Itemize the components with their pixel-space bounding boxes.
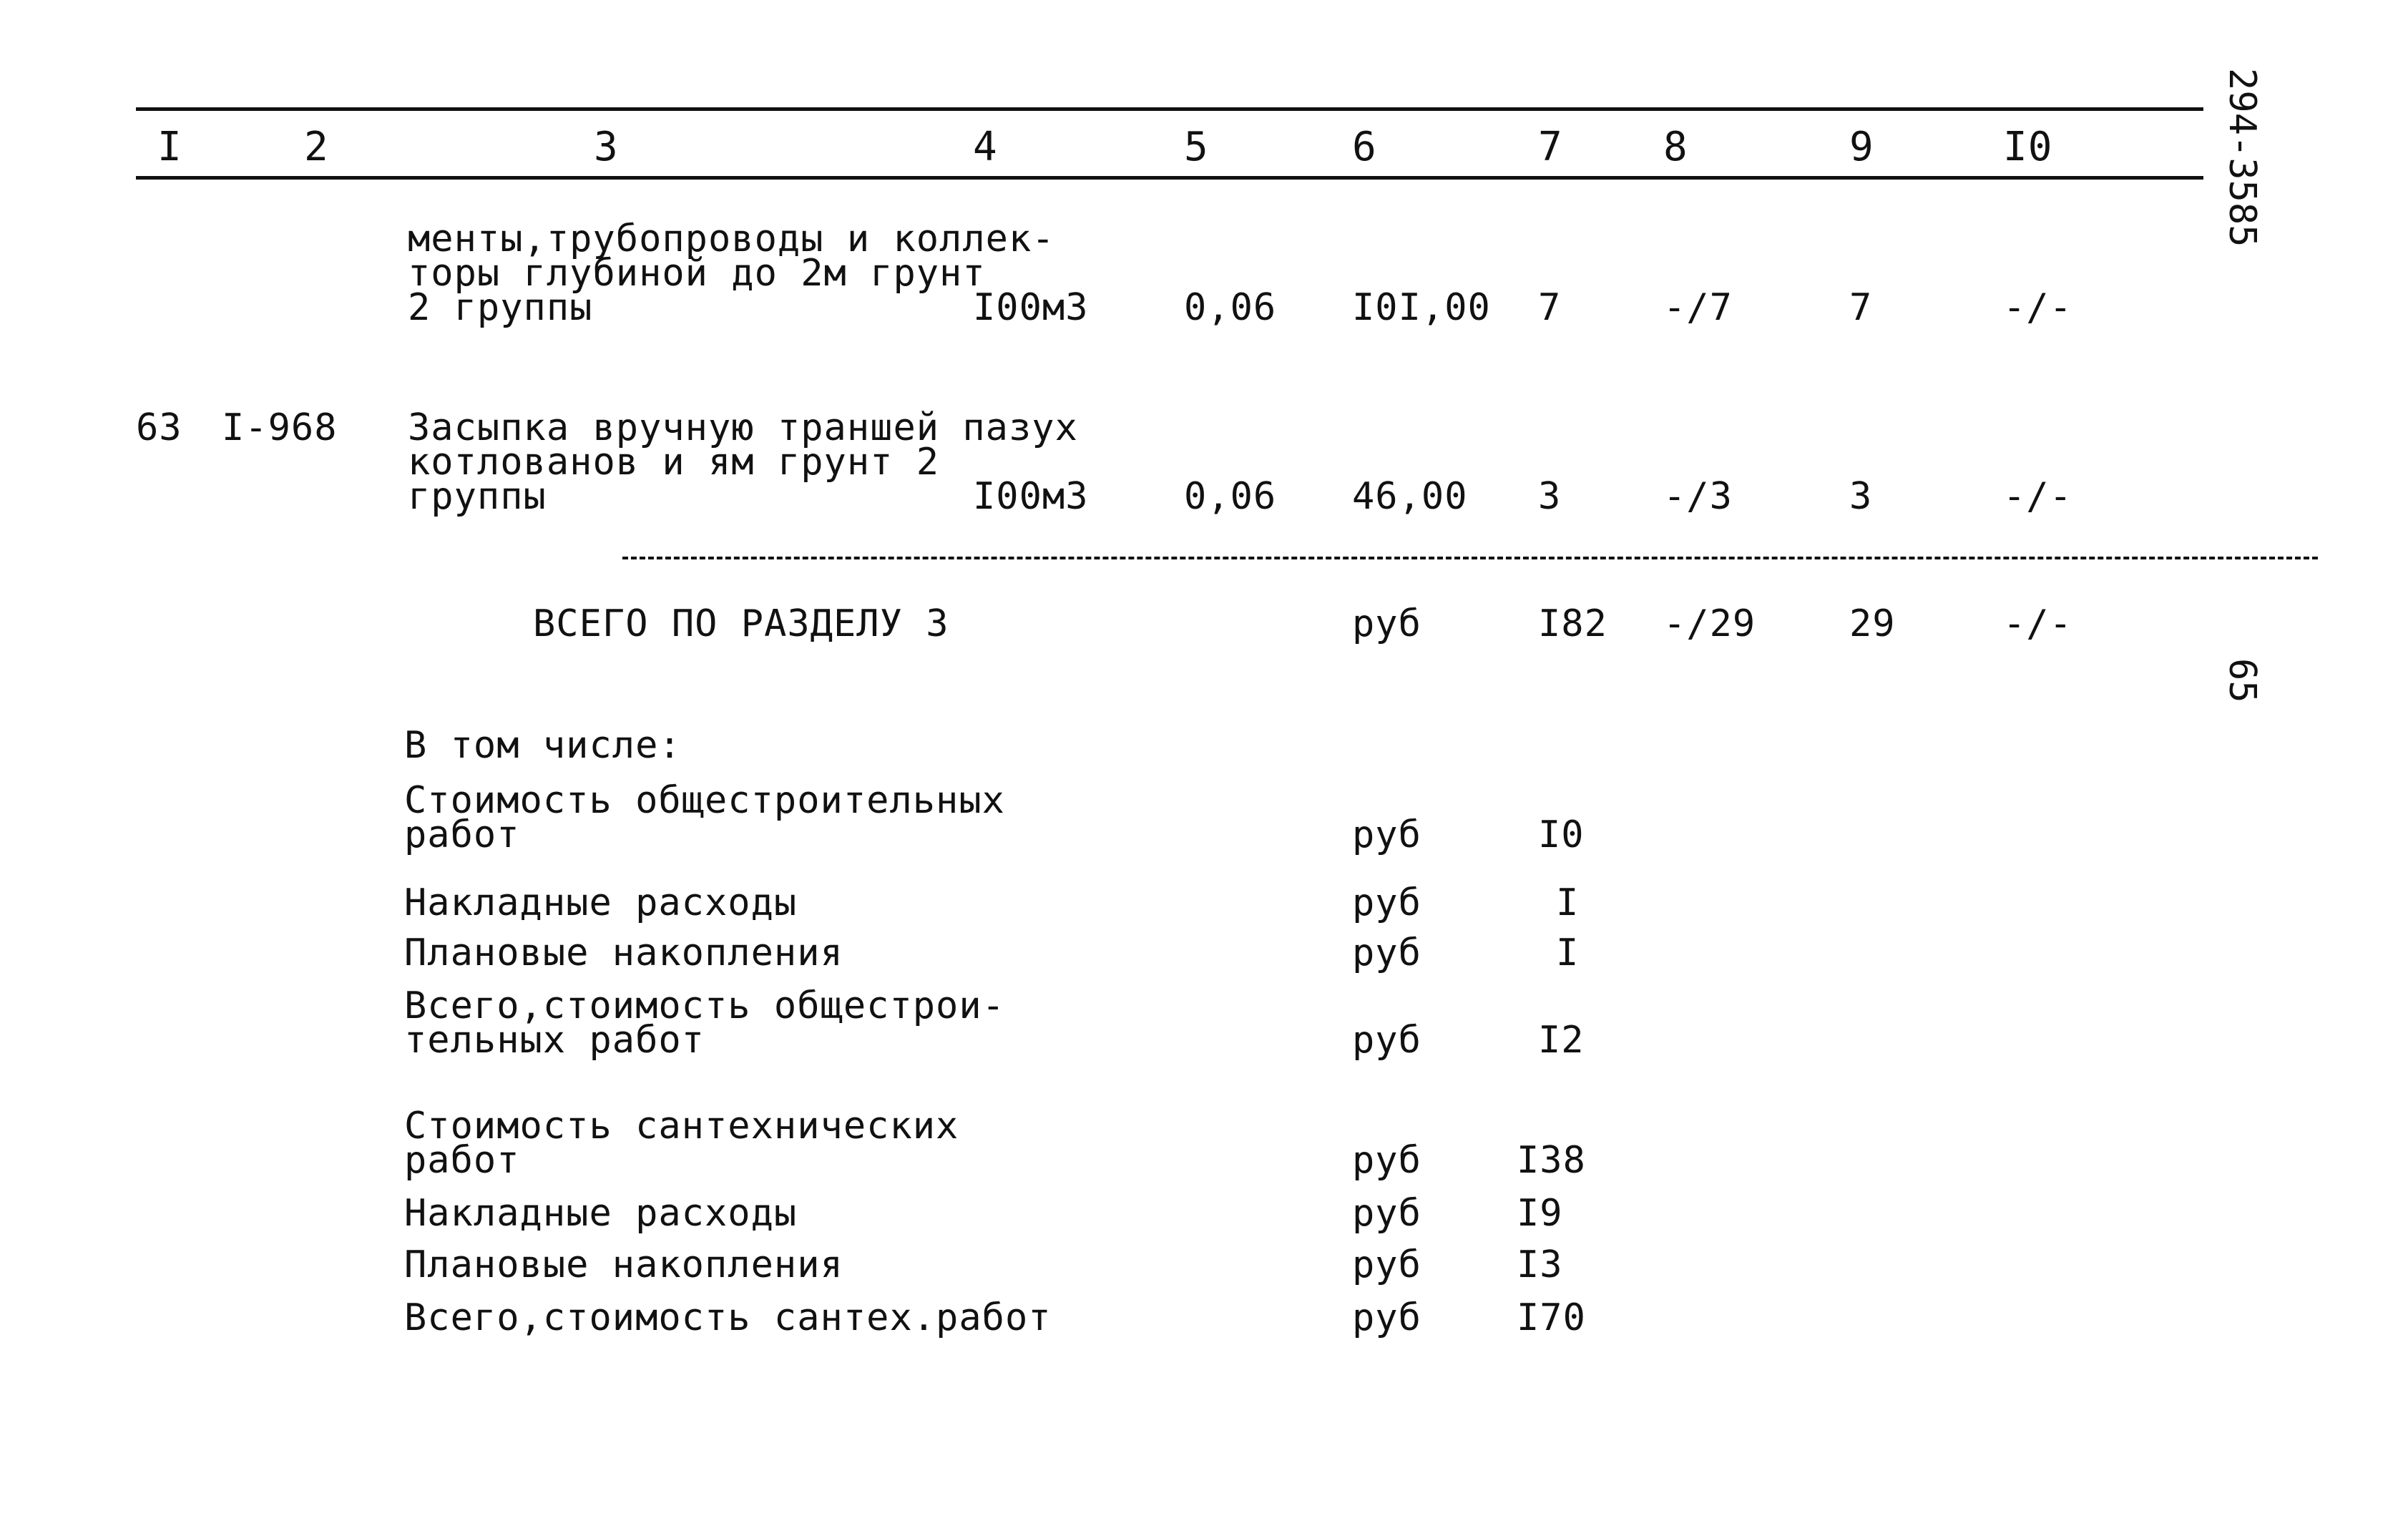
row-col-9: 3 [1849, 475, 1873, 518]
breakdown-value: I3 [1517, 1243, 1563, 1286]
column-header-9: 9 [1849, 124, 1874, 170]
column-header-10: I0 [2003, 124, 2053, 170]
row-description-line: 2 группы [408, 286, 593, 329]
breakdown-label: Накладные расходы [404, 881, 798, 924]
breakdown-value: I [1556, 931, 1580, 974]
breakdown-unit: руб [1352, 1192, 1421, 1235]
page-number: 65 [2221, 658, 2263, 703]
row-code: I-968 [222, 406, 338, 449]
section-separator [622, 557, 2318, 559]
row-col-8: -/3 [1663, 475, 1733, 518]
column-header-7: 7 [1538, 124, 1563, 170]
breakdown-unit: руб [1352, 931, 1421, 974]
breakdown-label: Всего,стоимость общестрои- [404, 984, 1005, 1027]
breakdown-value: I2 [1538, 1019, 1585, 1062]
breakdown-label: тельных работ [404, 1019, 705, 1062]
column-header-8: 8 [1663, 124, 1688, 170]
column-header-4: 4 [973, 124, 998, 170]
breakdown-label: Стоимость общестроительных [404, 779, 1005, 822]
breakdown-label: Всего,стоимость сантех.работ [404, 1296, 1052, 1339]
row-total: 7 [1538, 286, 1562, 329]
document-code: 294-3585 [2221, 68, 2263, 248]
breakdown-value: I70 [1517, 1296, 1586, 1339]
breakdown-label: работ [404, 813, 520, 856]
breakdown-value: I9 [1517, 1192, 1563, 1235]
breakdown-label: Накладные расходы [404, 1192, 798, 1235]
column-header-5: 5 [1184, 124, 1209, 170]
row-total: 3 [1538, 475, 1562, 518]
row-description-line: Засыпка вручную траншей пазух [408, 406, 1078, 449]
row-quantity: 0,06 [1184, 286, 1277, 329]
header-top-rule [136, 107, 2203, 111]
header-bottom-rule [136, 176, 2203, 180]
column-header-3: 3 [594, 124, 619, 170]
column-header-2: 2 [304, 124, 329, 170]
section-total-col-8: -/29 [1663, 602, 1756, 645]
breakdown-label: Стоимость сантехнических [404, 1105, 959, 1148]
breakdown-value: I0 [1538, 813, 1585, 856]
row-col-9: 7 [1849, 286, 1873, 329]
breakdown-unit: руб [1352, 1243, 1421, 1286]
breakdown-label: Плановые накопления [404, 1243, 843, 1286]
row-description-line: менты,трубопроводы и коллек- [408, 217, 1055, 260]
row-description-line: группы [408, 475, 547, 518]
row-unit-price: 46,00 [1352, 475, 1468, 518]
column-header-1: I [157, 124, 182, 170]
breakdown-value: I38 [1517, 1139, 1586, 1182]
row-unit: I00м3 [973, 475, 1089, 518]
section-total-col-9: 29 [1849, 602, 1896, 645]
breakdown-unit: руб [1352, 813, 1421, 856]
breakdown-value: I [1556, 881, 1580, 924]
row-unit-price: I0I,00 [1352, 286, 1491, 329]
row-number: 63 [136, 406, 182, 449]
breakdown-unit: руб [1352, 1019, 1421, 1062]
row-col-10: -/- [2003, 286, 2072, 329]
breakdown-label: Плановые накопления [404, 931, 843, 974]
column-header-6: 6 [1352, 124, 1377, 170]
including-label: В том числе: [404, 724, 682, 767]
row-description-line: торы глубиной до 2м грунт [408, 252, 986, 295]
row-col-8: -/7 [1663, 286, 1733, 329]
section-total-value: I82 [1538, 602, 1607, 645]
row-col-10: -/- [2003, 475, 2072, 518]
row-description-line: котлованов и ям грунт 2 [408, 441, 940, 484]
section-total-col-10: -/- [2003, 602, 2072, 645]
row-unit: I00м3 [973, 286, 1089, 329]
breakdown-label: работ [404, 1139, 520, 1182]
section-total-label: ВСЕГО ПО РАЗДЕЛУ 3 [533, 602, 949, 645]
breakdown-unit: руб [1352, 1139, 1421, 1182]
breakdown-unit: руб [1352, 881, 1421, 924]
breakdown-unit: руб [1352, 1296, 1421, 1339]
section-total-unit: руб [1352, 602, 1421, 645]
row-quantity: 0,06 [1184, 475, 1277, 518]
